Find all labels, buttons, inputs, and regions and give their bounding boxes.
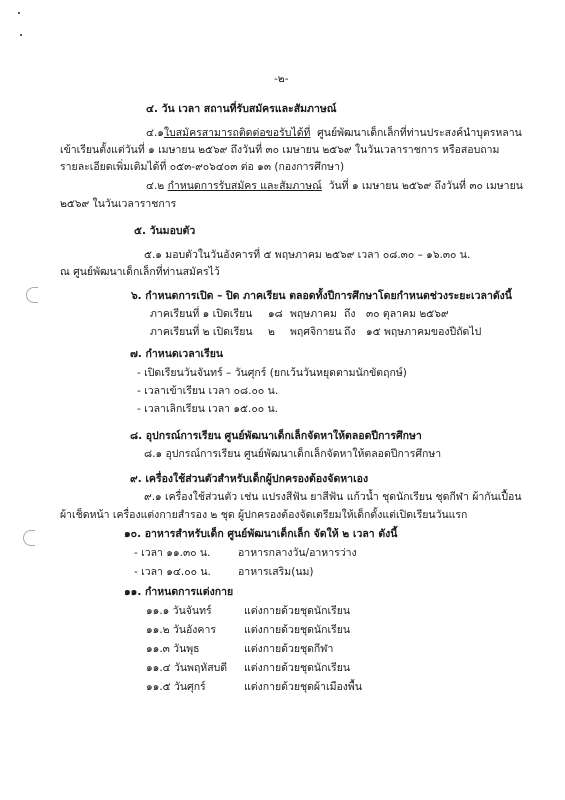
start-day: ๒ (268, 326, 275, 338)
section-5-1-line1: ๕.๑ มอบตัวในวันอังคารที่ ๕ พฤษภาคม ๒๕๖๙ เวลา ๐๘.๓๐ – ๑๖.๓๐ น. (144, 249, 471, 261)
dress-row (146, 605, 350, 618)
schedule-item: - เวลาเข้าเรียน เวลา ๐๘.๐๐ น. (137, 385, 279, 397)
dress-description: แต่งกายด้วยชุดนักเรียน (244, 662, 351, 674)
dress-description: แต่งกายด้วยชุดนักเรียน (244, 624, 351, 636)
dress-description: แต่งกายด้วยชุดนักเรียน (244, 605, 351, 617)
section-9-heading: ๙. เครื่องใช้ส่วนตัวสำหรับเด็กผู้ปกครองต้องจัดหาเอง (130, 473, 369, 485)
semester-label: ภาคเรียนที่ ๒ เปิดเรียน (150, 326, 253, 338)
dress-day: ๑๑.๕ วันศุกร์ (146, 681, 206, 693)
item-number: ๔.๒ (146, 180, 165, 192)
punch-hole-mark (23, 530, 35, 546)
dress-day: ๑๑.๔ วันพฤหัสบดี (146, 662, 228, 674)
end-date: ๓๐ ตุลาคม ๒๕๖๙ (366, 308, 449, 320)
application-form-note: ใบสมัครสามารถติดต่อขอรับได้ที่ (163, 127, 311, 139)
dress-description: แต่งกายด้วยชุดผ้าเมืองพื้น (244, 681, 363, 693)
start-day: ๑๘ (268, 308, 283, 320)
section-4-1-line2: เข้าเรียนตั้งแต่วันที่ ๑ เมษายน ๒๕๖๙ ถึงวันที่ ๓๐ เมษายน ๒๕๖๙ ในวันเวลาราชการ หรือสอบถาม (60, 144, 500, 156)
section-5-heading: ๕. วันมอบตัว (134, 225, 196, 237)
section-9-1-line2: ผ้าเช็ดหน้า เครื่องแต่งกายสำรอง ๒ ชุด ผู้ปกครองต้องจัดเตรียมให้เด็กตั้งแต่เปิดเรียนวันแรก (60, 509, 468, 521)
section-8-heading: ๘. อุปกรณ์การเรียน ศูนย์พัฒนาเด็กเล็กจัดหาให้ตลอดปีการศึกษา (130, 430, 422, 442)
section-9-1-line1: ๙.๑ เครื่องใช้ส่วนตัว เช่น แปรงสีฟัน ยาสีฟัน แก้วน้ำ ชุดนักเรียน ชุดกีฬา ผ้ากันเปื้อน (144, 491, 522, 503)
section-11-heading: ๑๑. กำหนดการแต่งกาย (124, 586, 234, 598)
punch-hole-mark (26, 287, 38, 303)
dress-day: ๑๑.๒ วันอังคาร (146, 624, 216, 636)
section-4-heading: ๔. วัน เวลา สถานที่รับสมัครและสัมภาษณ์ (146, 103, 337, 115)
dress-row (146, 662, 350, 675)
section-4-1-line1 (146, 127, 522, 140)
dress-row (146, 624, 350, 637)
dress-row (146, 681, 362, 694)
item-number: ๔.๑ (146, 127, 164, 139)
schedule-note: กำหนดการรับสมัคร และสัมภาษณ์ (167, 180, 322, 192)
section-8-1-line: ๘.๑ อุปกรณ์การเรียน ศูนย์พัฒนาเด็กเล็กจัดหาให้ตลอดปีการศึกษา (144, 448, 442, 460)
semester-row (150, 308, 449, 321)
dress-day: ๑๑.๑ วันจันทร์ (146, 605, 212, 617)
schedule-item: - เปิดเรียนวันจันทร์ – วันศุกร์ (ยกเว้นวันหยุดตามนักขัตฤกษ์) (137, 367, 407, 379)
meal-time: - เวลา ๑๑.๓๐ น. (134, 547, 211, 559)
meal-row (134, 566, 314, 579)
section-4-2-line2: ๒๕๖๙ ในวันเวลาราชการ (60, 198, 177, 210)
section-6-heading: ๖. กำหนดการเปิด – ปิด ภาคเรียน ตลอดทั้งปีการศึกษาโดยกำหนดช่วงระยะเวลาดังนี้ (131, 290, 512, 302)
dress-day: ๑๑.๓ วันพุธ (146, 643, 200, 655)
dress-description: แต่งกายด้วยชุดกีฬา (244, 643, 334, 655)
schedule-item: - เวลาเลิกเรียน เวลา ๑๕.๐๐ น. (137, 403, 278, 415)
to-word: ถึง (344, 326, 356, 338)
scan-speck (20, 34, 22, 36)
meal-type: อาหารกลางวัน/อาหารว่าง (238, 547, 357, 559)
to-word: ถึง (344, 308, 356, 320)
meal-row (134, 547, 357, 560)
section-4-1-line3: รายละเอียดเพิ่มเติมได้ที่ ๐๕๓-๙๐๖๔๐๓ ต่อ ๑๓ (กองการศึกษา) (60, 161, 345, 173)
section-4-2-line1 (146, 180, 523, 193)
section-5-1-line2: ณ ศูนย์พัฒนาเด็กเล็กที่ท่านสมัครไว้ (60, 266, 220, 278)
section-10-heading: ๑๐. อาหารสำหรับเด็ก ศูนย์พัฒนาเด็กเล็ก จัดให้ ๒ เวลา ดังนี้ (124, 528, 398, 540)
end-date: ๑๕ พฤษภาคมของปีถัดไป (366, 326, 482, 338)
meal-type: อาหารเสริม(นม) (238, 566, 314, 578)
section-7-heading: ๗. กำหนดเวลาเรียน (130, 348, 224, 360)
paragraph-text: ศูนย์พัฒนาเด็กเล็กที่ท่านประสงค์นำบุตรหลาน (317, 127, 522, 139)
semester-row (150, 326, 481, 339)
start-month: พฤศจิกายน (290, 326, 342, 338)
semester-label: ภาคเรียนที่ ๑ เปิดเรียน (150, 308, 253, 320)
page-number: -๒- (274, 73, 289, 85)
meal-time: - เวลา ๑๔.๐๐ น. (134, 566, 211, 578)
dress-row (146, 643, 333, 656)
scan-speck (18, 12, 20, 14)
start-month: พฤษภาคม (290, 308, 337, 320)
paragraph-text: วันที่ ๑ เมษายน ๒๕๖๙ ถึงวันที่ ๓๐ เมษายน (328, 180, 523, 192)
